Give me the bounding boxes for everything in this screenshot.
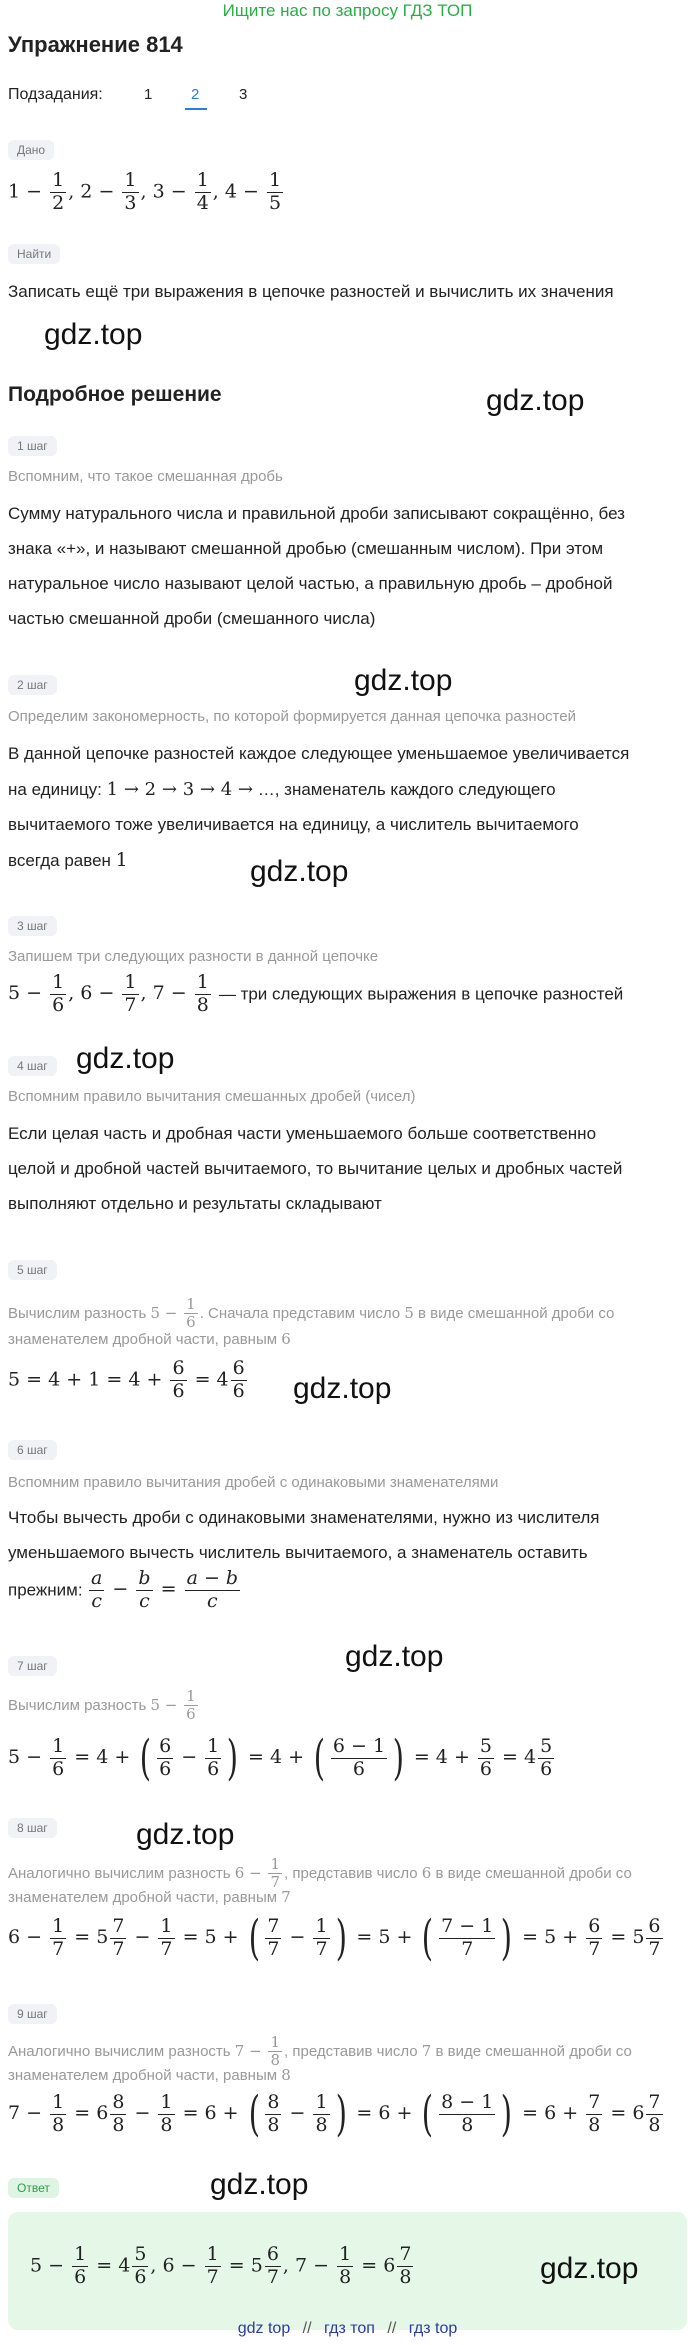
step-chip: 6 шаг [8,1440,57,1460]
watermark: gdz.top [44,318,143,351]
step9-equation: 7 − $\frac{1}{8}$ = 6 $\frac{8}{8}$ − $\frac{1}{8}$ = 6 + ( $\frac{8}{8}$ − $\frac{1}{8}$ ) = 6 + ( $\frac{8 - 1}{8}$ ) = 6 + $\frac{7}{8}$ = 6 $\frac{7}{8}$ [8,2086,661,2142]
step6-rule: прежним: $\frac{a}{c}$ − $\frac{b}{c}$ = $\frac{a - b}{c}$ [8,1567,239,1612]
solution-title: Подробное решение [8,383,222,406]
step-text: целой и дробной частей вычитаемого, то вычитание целых и дробных частей [8,1159,623,1178]
step-text: вычитаемого тоже увеличивается на единицу, а числитель вычитаемого [8,815,579,834]
footer-link[interactable]: гдз топ [324,2320,375,2337]
watermark: gdz.top [540,2252,639,2285]
step-hint: Аналогично вычислим разность 7 − $\frac{1}{8}$ , представив число 7 в виде смешанной дроби со [8,2033,632,2070]
step3-expression: 5 − $\frac{1}{6}$ , 6 − $\frac{1}{7}$ , 7 − $\frac{1}{8}$ — три следующих выражения в цепочке разностей [8,971,624,1016]
step-hint: Вспомним правило вычитания смешанных дробей (чисел) [8,1088,416,1105]
step5-equation: 5 = 4 + 1 = 4 + $\frac{6}{6}$ = 4 $\frac{6}{6}$ [8,1357,245,1402]
footer-links [0,2320,695,2338]
top-banner: Ищите нас по запросу ГДЗ ТОП [222,1,473,20]
step-text: натуральное число называют целой частью, а правильную дробь – дробной [8,574,613,593]
answer-chip: Ответ [8,2178,59,2198]
watermark: gdz.top [345,1640,444,1673]
step-chip: 9 шаг [8,2004,57,2024]
step-hint: Аналогично вычислим разность 6 − $\frac{1}{7}$ , представив число 6 в виде смешанной дроби со [8,1855,632,1892]
subtasks-label: Подзадания: [8,86,103,103]
step-text: Чтобы вычесть дроби с одинаковыми знаменателями, нужно из числителя [8,1508,600,1527]
step-chip: 3 шаг [8,916,57,936]
step-hint: Запишем три следующих разности в данной цепочке [8,948,379,965]
watermark: gdz.top [354,664,453,697]
step-text: Сумму натурального числа и правильной дроби записывают сокращённо, без [8,504,625,523]
step-text-sequence: на единицу: 1 → 2 → 3 → 4 → …, знаменатель каждого следующего [8,779,556,800]
given-chip: Дано [8,140,54,160]
footer-separator: // [302,2320,312,2337]
step-hint: знаменателем дробной части, равным 6 [8,1330,291,1348]
step-text: выполняют отдельно и результаты складывают [8,1194,382,1213]
step-hint: Определим закономерность, по которой формируется данная цепочка разностей [8,708,576,725]
step-hint: Вычислим разность 5 − $\frac{1}{6}$ . Сначала представим число 5 в виде смешанной дроби со [8,1295,615,1332]
step-chip: 4 шаг [8,1056,57,1076]
footer-link[interactable]: gdz top [237,2320,291,2337]
step-text: всегда равен 1 [8,849,128,871]
watermark: gdz.top [293,1372,392,1405]
watermark: gdz.top [486,384,585,417]
watermark: gdz.top [210,2168,309,2201]
page-title: Упражнение 814 [8,32,183,57]
subtask-tab-3[interactable]: 3 [239,86,248,103]
step-text: Если целая часть и дробная части уменьшаемого больше соответственно [8,1124,597,1143]
step-chip: 1 шаг [8,436,57,456]
step-chip: 5 шаг [8,1260,57,1280]
step-hint: знаменателем дробной части, равным 7 [8,1888,291,1906]
subtask-tab-2[interactable]: 2 [191,86,200,103]
watermark: gdz.top [76,1042,175,1075]
step-chip: 7 шаг [8,1656,57,1676]
answer-expression: 5 − $\frac{1}{6}$ = 4 $\frac{5}{6}$ , 6 − $\frac{1}{7}$ = 5 $\frac{6}{7}$ , 7 − $\frac{1}{8}$ = 6 $\frac{7}{8}$ [30,2243,412,2288]
subtask-tab-1[interactable]: 1 [144,86,153,103]
step-hint: Вспомним, что такое смешанная дробь [8,468,283,485]
step-hint: Вспомним правило вычитания дробей с одинаковыми знаменателями [8,1474,499,1491]
find-text: Записать ещё три выражения в цепочке разностей и вычислить их значения [8,282,614,301]
given-expression: 1 − $\frac{1}{2}$ , 2 − $\frac{1}{3}$ , 3 − $\frac{1}{4}$ , 4 − $\frac{1}{5}$ [8,169,282,214]
find-chip: Найти [8,244,60,264]
watermark: gdz.top [250,855,349,888]
step-text: уменьшаемого вычесть числитель вычитаемого, а знаменатель оставить [8,1543,588,1562]
watermark: gdz.top [136,1818,235,1851]
active-tab-indicator [185,108,207,110]
step-text: знака «+», и называют смешанной дробью (смешанным числом). При этом [8,539,603,558]
step-text: частью смешанной дроби (смешанного числа) [8,609,376,628]
step-chip: 2 шаг [8,675,57,695]
footer-separator: // [387,2320,397,2337]
footer-link[interactable]: гдз top [408,2320,458,2337]
step7-equation: 5 − $\frac{1}{6}$ = 4 + ( $\frac{6}{6}$ − $\frac{1}{6}$ ) = 4 + ( $\frac{6 - 1}{6}$ ) = 4 + $\frac{5}{6}$ = 4 $\frac{5}{6}$ [8,1730,553,1786]
step-text: В данной цепочке разностей каждое следующее уменьшаемое увеличивается [8,744,630,763]
step-chip: 8 шаг [8,1818,57,1838]
step8-equation: 6 − $\frac{1}{7}$ = 5 $\frac{7}{7}$ − $\frac{1}{7}$ = 5 + ( $\frac{7}{7}$ − $\frac{1}{7}$ ) = 5 + ( $\frac{7 - 1}{7}$ ) = 5 + $\frac{6}{7}$ = 5 $\frac{6}{7}$ [8,1910,661,1966]
step-hint: Вычислим разность 5 − $\frac{1}{6}$ [8,1687,196,1724]
step-hint: знаменателем дробной части, равным 8 [8,2066,291,2084]
